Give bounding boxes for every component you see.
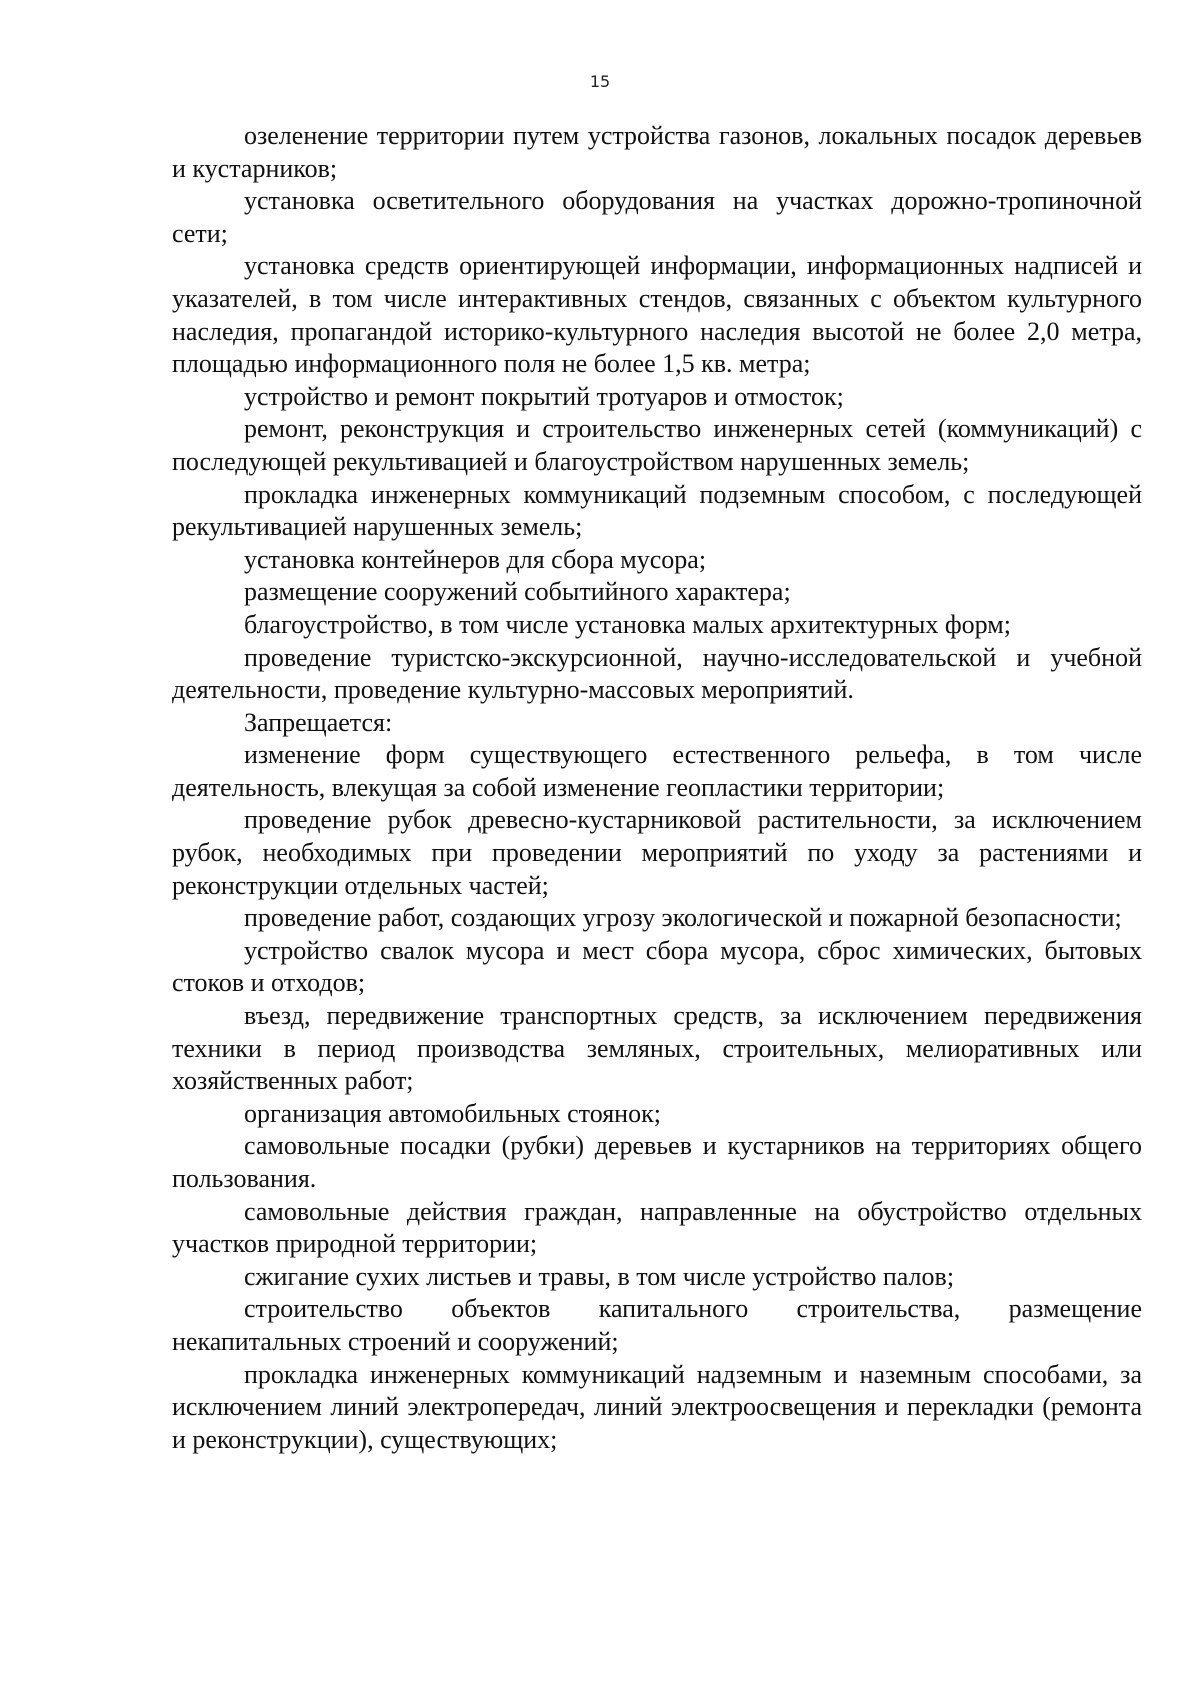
paragraph: изменение форм существующего естественного рельефа, в том числе деятельность, влекущая за собой изменение геопластики территории; bbox=[172, 740, 1142, 802]
paragraph: ремонт, реконструкция и строительство инженерных сетей (коммуникаций) с последующей рекультивацией и благоустройством нарушенных земель; bbox=[172, 414, 1142, 476]
paragraph: въезд, передвижение транспортных средств, за исключением передвижения техники в период производства земляных, строительных, мелиоративных или хозяйственных работ; bbox=[172, 1001, 1142, 1096]
paragraph: озеленение территории путем устройства газонов, локальных посадок деревьев и кустарников; bbox=[172, 121, 1142, 183]
paragraph: прокладка инженерных коммуникаций подземным способом, с последующей рекультивацией нарушенных земель; bbox=[172, 479, 1142, 542]
document-body bbox=[172, 120, 1142, 1456]
paragraph: установка осветительного оборудования на участках дорожно-тропиночной сети; bbox=[172, 186, 1142, 248]
paragraph: устройство свалок мусора и мест сбора мусора, сброс химических, бытовых стоков и отходов; bbox=[172, 935, 1142, 998]
paragraph: установка контейнеров для сбора мусора; bbox=[244, 544, 707, 574]
paragraph: сжигание сухих листьев и травы, в том числе устройство палов; bbox=[244, 1261, 955, 1291]
paragraph: благоустройство, в том числе установка малых архитектурных форм; bbox=[244, 609, 1011, 639]
section-heading-prohibited: Запрещается: bbox=[244, 707, 393, 737]
paragraph: устройство и ремонт покрытий тротуаров и отмосток; bbox=[244, 381, 844, 411]
paragraph: организация автомобильных стоянок; bbox=[244, 1098, 661, 1128]
paragraph: установка средств ориентирующей информации, информационных надписей и указателей, в том числе интерактивных стендов, связанных с объектом культурного наследия, пропагандой историко-культурного наследия высотой не более 2,0 метра, площадью информационного поля не более 1,5 кв. метра; bbox=[172, 251, 1142, 379]
paragraph: проведение работ, создающих угрозу экологической и пожарной безопасности; bbox=[244, 903, 1122, 933]
paragraph: проведение туристско-экскурсионной, научно-исследовательской и учебной деятельности, проведение культурно-массовых мероприятий. bbox=[172, 642, 1142, 705]
page-number: 15 bbox=[589, 72, 611, 91]
paragraph: размещение сооружений событийного характера; bbox=[244, 577, 791, 607]
paragraph: самовольные действия граждан, направленные на обустройство отдельных участков природной территории; bbox=[172, 1196, 1142, 1259]
paragraph: самовольные посадки (рубки) деревьев и кустарников на территориях общего пользования. bbox=[172, 1131, 1142, 1193]
paragraph: проведение рубок древесно-кустарниковой растительности, за исключением рубок, необходимых при проведении мероприятий по уходу за растениями и реконструкции отдельных частей; bbox=[172, 805, 1142, 900]
paragraph: прокладка инженерных коммуникаций надземным и наземным способами, за исключением линий электропередач, линий электроосвещения и перекладки (ремонта и реконструкции), существующих; bbox=[172, 1359, 1142, 1454]
paragraph: строительство объектов капитального строительства, размещение некапитальных строений и сооружений; bbox=[172, 1294, 1142, 1356]
